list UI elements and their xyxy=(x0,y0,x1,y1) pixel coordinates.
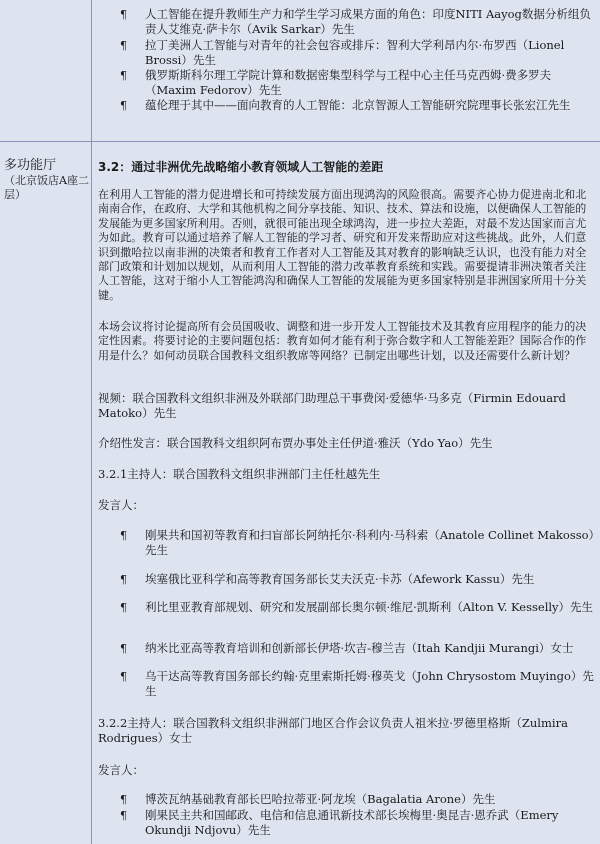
intro-speech-line: 介绍性发言：联合国教科文组织阿布贾办事处主任伊道·雅沃（Ydo Yao）先生 xyxy=(98,436,493,450)
list-item: 埃塞俄比亚科学和高等教育国务部长艾夫沃克·卡苏（Afework Kassu）先生 xyxy=(145,572,535,586)
list-item: 博茨瓦纳基础教育部长巴哈拉蒂亚·阿龙埃（Bagalatia Arone）先生 xyxy=(145,792,496,806)
bullet-mark: ¶ xyxy=(120,573,127,586)
list-item: 刚果民主共和国邮政、电信和信息通讯新技术部长埃梅里·奥昆吉·恩乔武（Emery Okundji Ndjovu）先生 xyxy=(145,808,559,837)
bullet-mark: ¶ xyxy=(120,601,127,614)
list-item: 拉丁美洲人工智能与对青年的社会包容或排斥：智利大学利昂内尔·布罗西（Lionel Brossi）先生 xyxy=(145,38,565,67)
questions-paragraph: 本场会议将讨论提高所有会员国吸收、调整和进一步开发人工智能技术及其教育应用程序的能力的决定性因素。将要讨论的主要问题包括：教育如何才能有利于弥合数字和人工智能差距？国际合作的作用是什么？如何动员联合国教科文组织教席等网络？已制定出哪些计划，以及还需要什么新计划？ xyxy=(98,320,587,362)
row-divider xyxy=(0,141,600,142)
bullet-mark: ¶ xyxy=(120,793,127,806)
bullet-mark: ¶ xyxy=(120,8,127,21)
list-item: 俄罗斯斯科尔理工学院计算和数据密集型科学与工程中心主任马克西姆·费多罗夫（Maxim Fedorov）先生 xyxy=(145,68,552,97)
host-line-2: 3.2.2主持人：联合国教科文组织非洲部门地区合作会议负责人祖米拉·罗德里格斯（Zulmira Rodrigues）女士 xyxy=(98,716,568,745)
bullet-mark: ¶ xyxy=(120,670,127,683)
bullet-mark: ¶ xyxy=(120,69,127,82)
bullet-mark: ¶ xyxy=(120,642,127,655)
venue-cell xyxy=(4,158,90,202)
venue-name: 多功能厅 xyxy=(4,158,57,173)
intro-paragraph: 在利用人工智能的潜力促进增长和可持续发展方面出现鸿沟的风险很高。需要齐心协力促进南北和北南南合作，在政府、大学和其他机构之间分享技能、知识、技术、算法和设施，以便确保人工智能的发展能为更多国家所利用。否则，就很可能出现全球鸿沟，进一步拉大差距，对最不发达国家而言尤为如此。教育可以通过培养了解人工智能的学习者、研究和开发来帮助应对这些挑战。此外，人们意识到撒哈拉以南非洲的决策者和教育工作者对人工智能及其对教育的影响缺乏认识，也没有能力对全部门政策和计划加以规划，从而利用人工智能的潜力改革教育系统和实践。需要提请非洲决策者关注人工智能，这对于缩小人工智能鸿沟和确保人工智能的发展能为更多国家特别是非洲国家所用十分关键。 xyxy=(98,188,587,302)
list-item: 乌干达高等教育国务部长约翰·克里索斯托姆·穆英戈（John Chrysostom Muyingo）先生 xyxy=(145,669,594,698)
bullet-mark: ¶ xyxy=(120,529,127,542)
list-item: 蕴伦理于其中——面向教育的人工智能：北京智源人工智能研究院理事长张宏江先生 xyxy=(145,98,571,112)
bullet-mark: ¶ xyxy=(120,39,127,52)
list-item: 纳米比亚高等教育培训和创新部长伊塔·坎吉-穆兰吉（Itah Kandjii Murangi）女士 xyxy=(145,641,574,655)
list-item: 人工智能在提升教师生产力和学生学习成果方面的角色：印度NITI Aayog数据分析组负责人艾维克·萨卡尔（Avik Sarkar）先生 xyxy=(145,7,591,36)
venue-column xyxy=(0,0,92,844)
speakers-label-1: 发言人： xyxy=(98,498,144,512)
bullet-mark: ¶ xyxy=(120,99,127,112)
venue-location: （北京饭店A座二层） xyxy=(4,174,89,201)
host-line-1: 3.2.1主持人：联合国教科文组织非洲部门主任杜越先生 xyxy=(98,467,381,481)
bullet-mark: ¶ xyxy=(120,809,127,822)
list-item: 利比里亚教育部规划、研究和发展副部长奥尔顿·维尼·凯斯利（Alton V. Kesselly）先生 xyxy=(145,600,594,614)
list-item: 刚果共和国初等教育和扫盲部长阿纳托尔·科利内·马科索（Anatole Collinet Makosso）先生 xyxy=(145,528,595,557)
section-heading: 3.2：通过非洲优先战略缩小教育领域人工智能的差距 xyxy=(98,160,384,174)
video-line: 视频：联合国教科文组织非洲及外联部门助理总干事费闵·爱德华·马多克（Firmin Edouard Matoko）先生 xyxy=(98,391,566,420)
speakers-label-2: 发言人： xyxy=(98,763,144,777)
